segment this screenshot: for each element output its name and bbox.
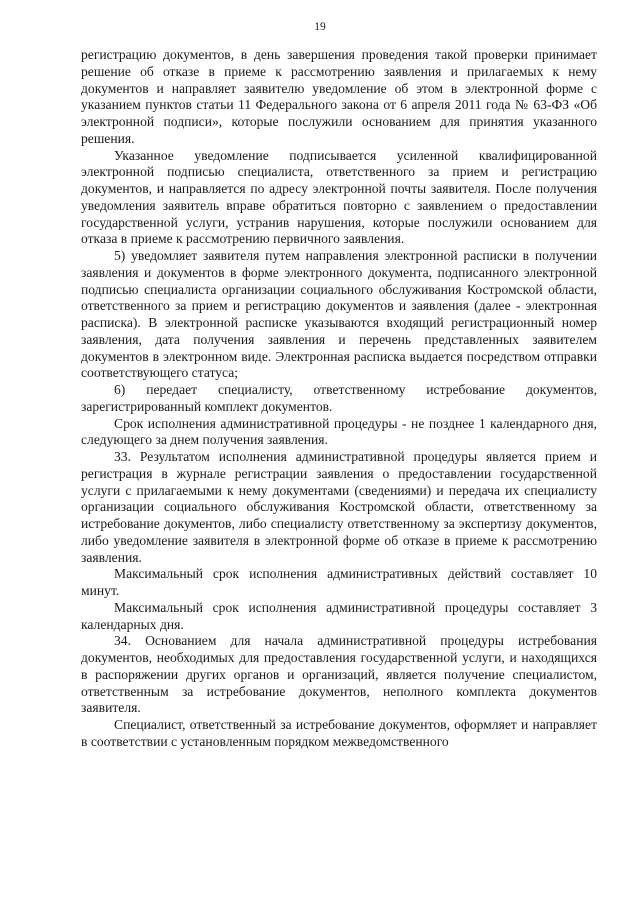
paragraph-specialist-request: Специалист, ответственный за истребование документов, оформляет и направляет в соответствии с установленным порядком межведомственного <box>81 717 597 749</box>
document-body <box>81 47 597 751</box>
paragraph-procedure-deadline: Срок исполнения административной процедуры - не позднее 1 календарного дня, следующего за днем получения заявления. <box>81 415 597 448</box>
paragraph-section-33: 33. Результатом исполнения административной процедуры является прием и регистрация в журнале регистрации заявления о предоставлении государственной услуги с прилагаемыми к нему документами (сведениями) и передача их специалисту организации социального обслуживания Костромской области, ответственному за истребование документов, либо специалисту ответственному за экспертизу документов, либо уведомление заявителя в электронной форме об отказе в приеме к рассмотрению заявления. <box>81 449 597 565</box>
paragraph-max-action-time: Максимальный срок исполнения административных действий составляет 10 минут. <box>81 566 597 598</box>
paragraph-item-5: 5) уведомляет заявителя путем направления электронной расписки в получении заявления и документов в форме электронного документа, подписанного электронной подписью специалиста организации социального обслуживания Костромской области, ответственного за прием и регистрацию документов и заявления (далее - электронная расписка). В электронной расписке указываются входящий регистрационный номер заявления, дата получения заявления и перечень представленных заявителем документов в электронном виде. Электронная расписка выдается посредством отправки соответствующего статуса; <box>81 248 597 381</box>
paragraph-item-6: 6) передает специалисту, ответственному истребование документов, зарегистрированный комплект документов. <box>81 382 597 414</box>
paragraph-section-34: 34. Основанием для начала административной процедуры истребования документов, необходимых для предоставления государственной услуги, и находящихся в распоряжении других органов и организаций, является получение специалистом, ответственным за истребование документов, неполного комплекта документов заявителя. <box>81 633 597 716</box>
paragraph-max-procedure-time: Максимальный срок исполнения административной процедуры составляет 3 календарных дня. <box>81 599 597 632</box>
paragraph-continuation: регистрацию документов, в день завершения проведения такой проверки принимает решение об отказе в приеме к рассмотрению заявления и прилагаемых к нему документов и направляет заявителю уведомление об этом в электронной форме с указанием пунктов статьи 11 Федерального закона от 6 апреля 2011 года № 63-ФЗ «Об электронной подписи», которые послужили основанием для принятия указанного решения. <box>81 47 597 146</box>
paragraph-notification-signature: Указанное уведомление подписывается усиленной квалифицированной электронной подписью специалиста, ответственного за прием и регистрацию документов, и направляется по адресу электронной почты заявителя. После получения уведомления заявитель вправе обратиться повторно с заявлением о предоставлении государственной услуги, устранив нарушения, которые послужили основанием для отказа в приеме к рассмотрению первичного заявления. <box>81 147 597 247</box>
page-number: 19 <box>314 21 326 33</box>
